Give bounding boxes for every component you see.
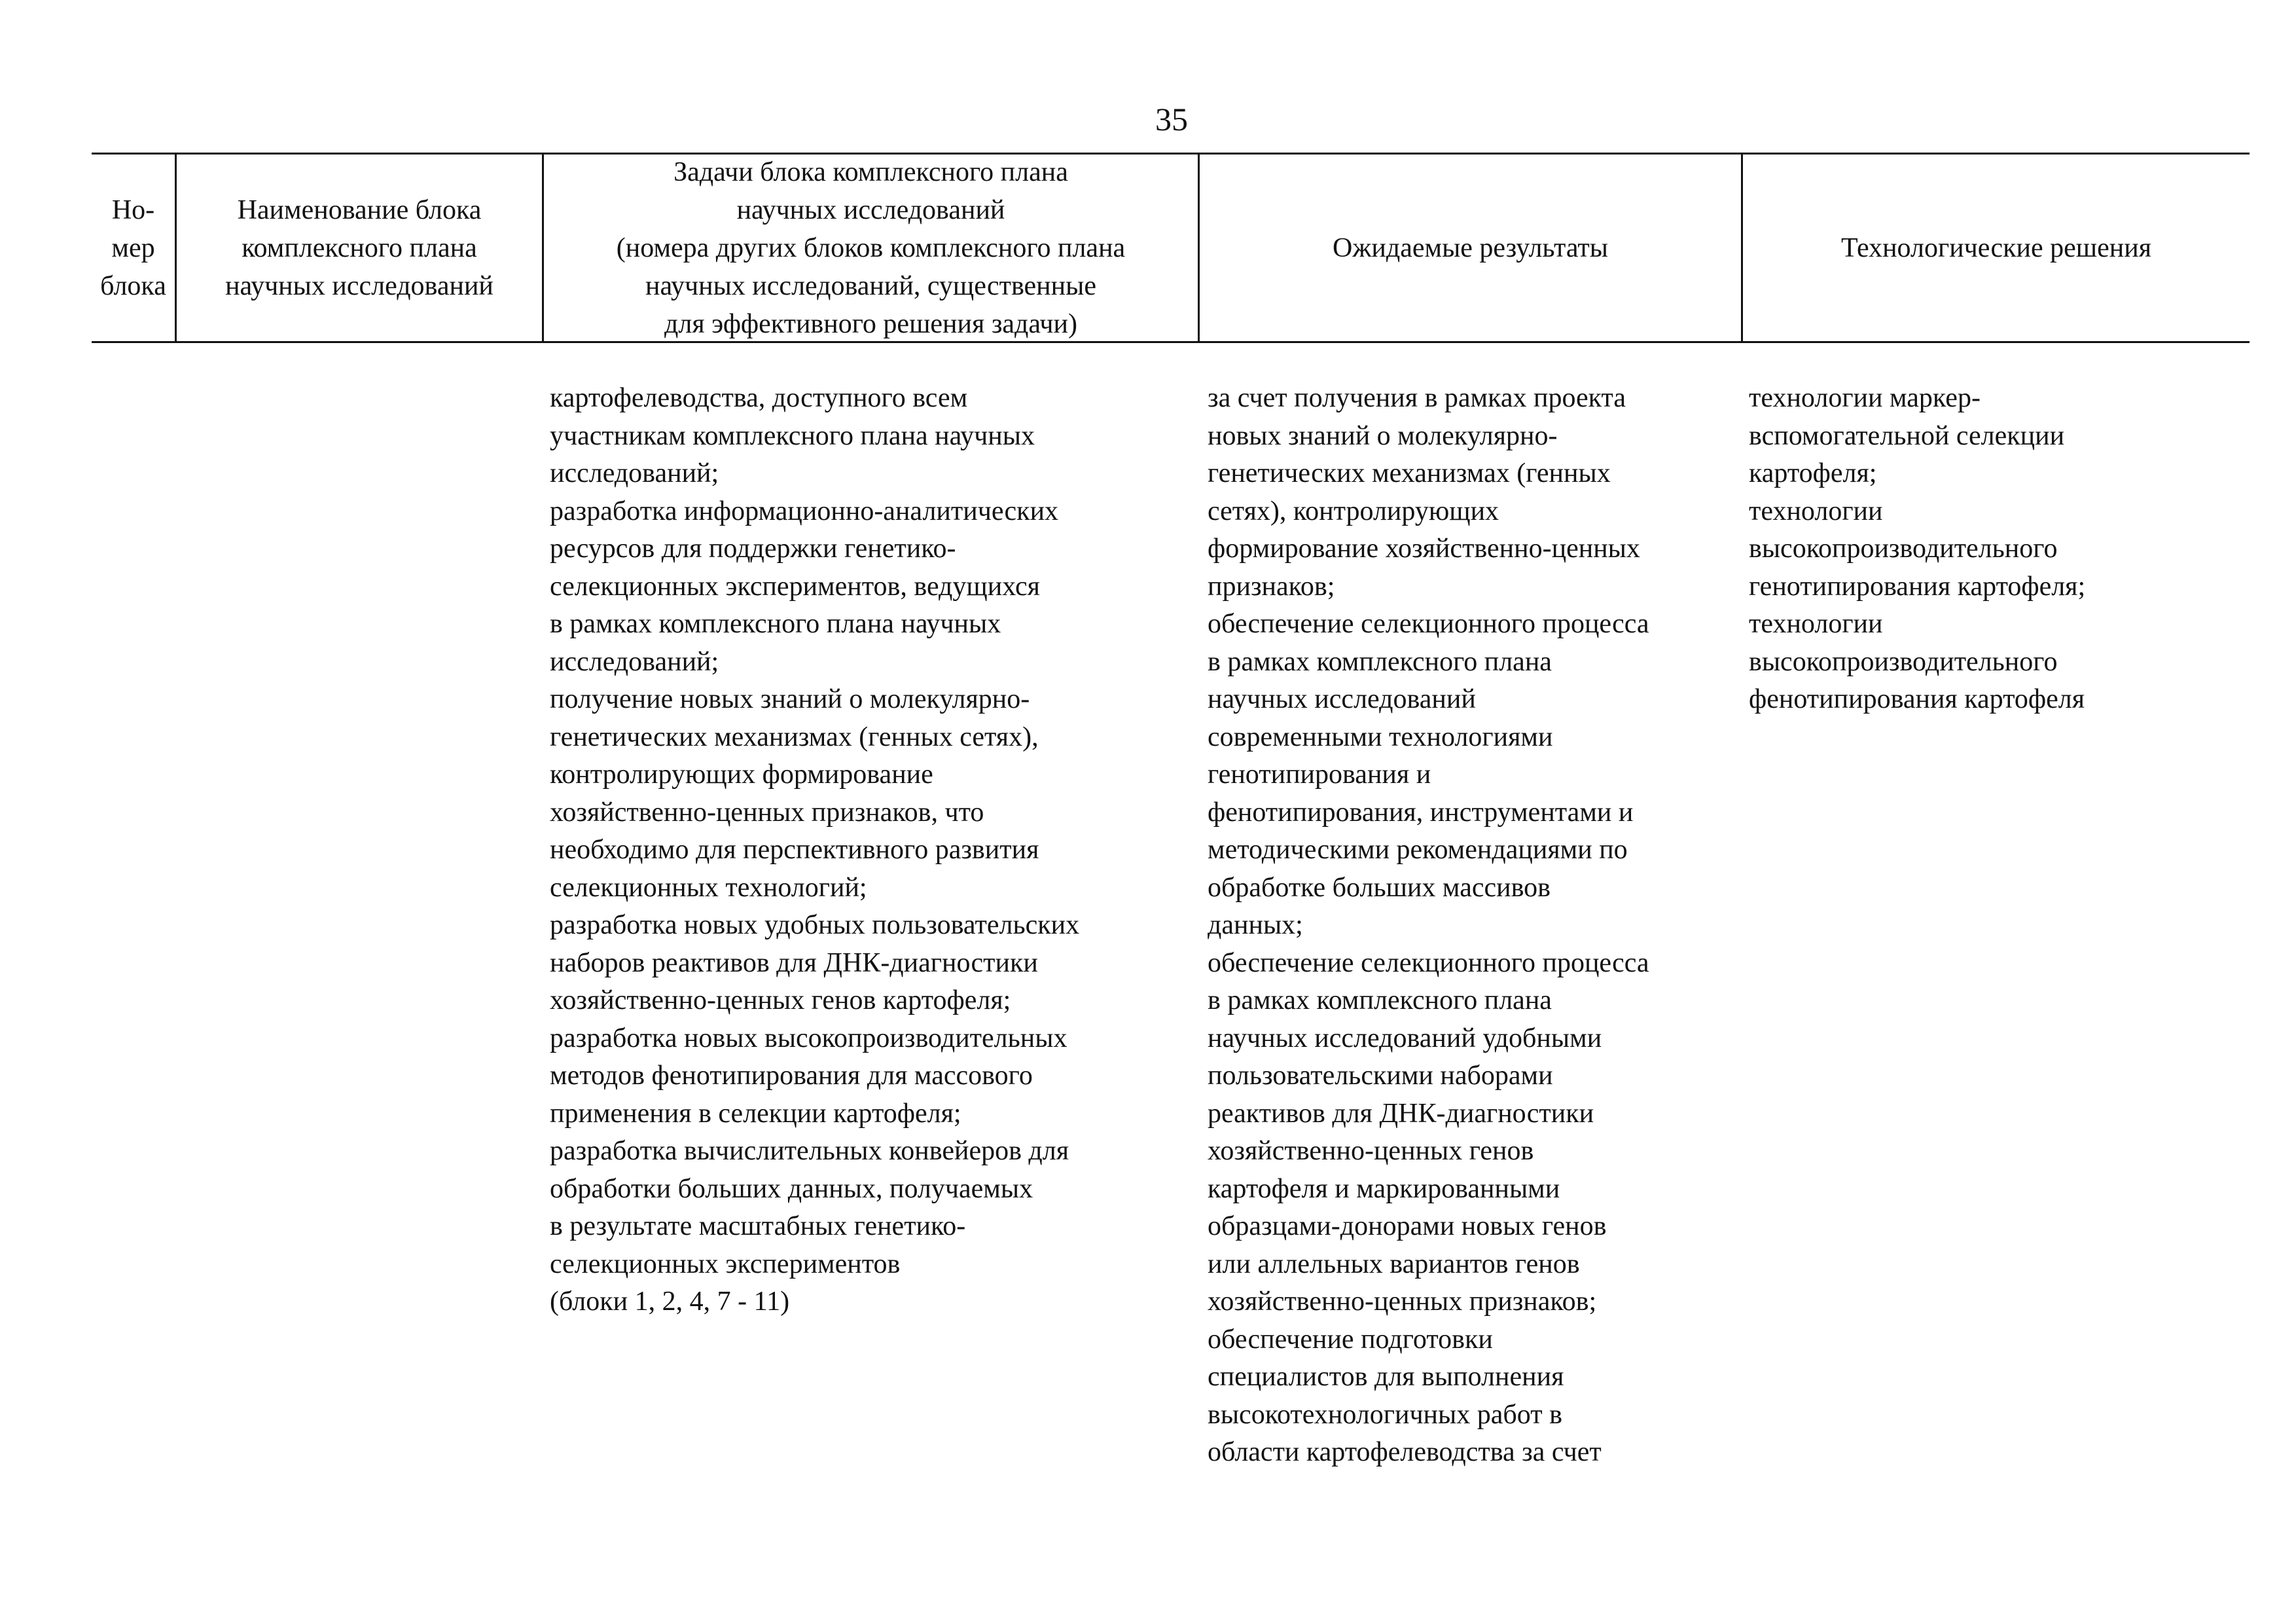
header-results: Ожидаемые результаты xyxy=(1333,232,1608,263)
header-block-name: Наименование блока комплексного плана научных исследований xyxy=(225,194,493,301)
header-tasks: Задачи блока комплексного плана научных исследований (номера других блоков комплексного плана научных исследований, существенные для эффективного решения задачи) xyxy=(616,156,1126,339)
header-tech-solutions: Технологические решения xyxy=(1840,232,2152,263)
cell-tech-solutions: технологии маркер- вспомогательной селекции картофеля; технологии высокопроизводительного генотипирования картофеля; технологии высокопроизводительного фенотипирования картофеля xyxy=(1749,383,2086,714)
table-header-bottom-rule xyxy=(92,341,2250,343)
cell-tasks: картофелеводства, доступного всем участникам комплексного плана научных исследований; разработка информационно-аналитических ресурсов для поддержки генетико- селекционных экспериментов, ведущихся в рамках комплексного плана научных исследований; получение новых знаний о молекулярно- генетических механизмах (генных сетях), контролирующих формирование хозяйственно-ценных признаков, что необходимо для перспективного развития селекционных технологий; разработка новых удобных пользовательских наборов реактивов для ДНК-диагностики хозяйственно-ценных генов картофеля; разработка новых высокопроизводительных методов фенотипирования для массового применения в селекции картофеля; разработка вычислительных конвейеров для обработки больших данных, получаемых в результате масштабных генетико- селекционных экспериментов (блоки 1, 2, 4, 7 - 11) xyxy=(550,383,1080,1317)
page-number: 35 xyxy=(1155,101,1188,137)
header-block-number: Но- мер блока xyxy=(100,194,166,301)
cell-results: за счет получения в рамках проекта новых знаний о молекулярно- генетических механизмах (генных сетях), контролирующих формирование хозяйственно-ценных признаков; обеспечение селекционного процесса в рамках комплексного плана научных исследований современными технологиями генотипирования и фенотипирования, инструментами и методическими рекомендациями по обработке больших массивов данных; обеспечение селекционного процесса в рамках комплексного плана научных исследований удобными пользовательскими наборами реактивов для ДНК-диагностики хозяйственно-ценных генов картофеля и маркированными образцами-донорами новых генов или аллельных вариантов генов хозяйственно-ценных признаков; обеспечение подготовки специалистов для выполнения высокотехнологичных работ в области картофелеводства за счет xyxy=(1208,383,1649,1467)
